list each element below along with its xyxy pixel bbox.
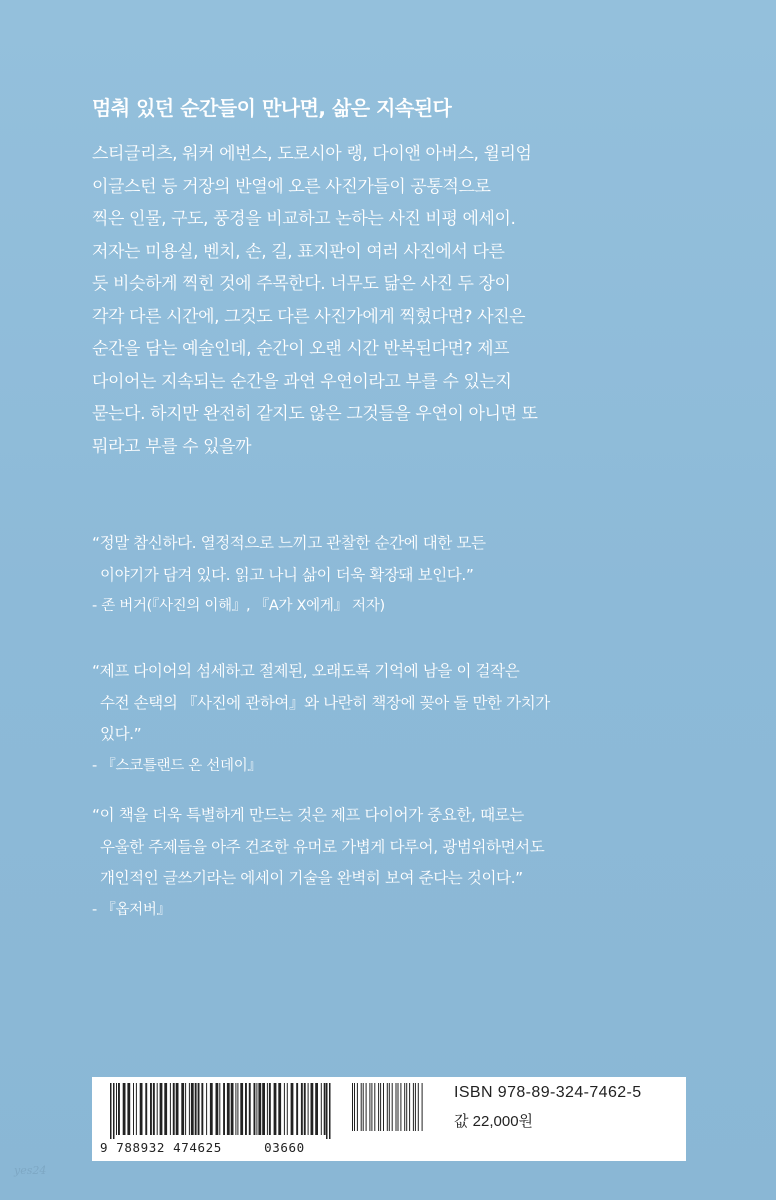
barcode-bar [291,1083,294,1135]
barcode-bar [387,1083,388,1131]
barcode-bar [160,1083,163,1135]
barcode-bar [357,1083,358,1131]
quote-source: - 존 버거(『사진의 이해』, 『A가 X에게』 저자) [92,598,385,614]
barcode-bar [371,1083,372,1131]
description-line: 뭐라고 부를 수 있을까 [92,436,252,457]
book-description [92,138,572,463]
barcode-digits-main: 9 788932 474625 [100,1140,222,1155]
barcode-bar [374,1083,375,1131]
barcode-bar [422,1083,423,1131]
review-quote-scotland-on-sunday [92,656,652,781]
isbn-number: ISBN 978-89-324-7462-5 [454,1084,642,1101]
barcode-bar [210,1083,213,1135]
barcode-bar [113,1083,115,1139]
description-line: 묻는다. 하지만 완전히 같지도 않은 그것들을 우연이 아니면 또 [92,404,538,424]
barcode-image [100,1083,428,1141]
barcode-bar [216,1083,219,1135]
barcode-bar [311,1083,314,1135]
description-line: 찍은 인물, 구도, 풍경을 비교하고 논하는 사진 비평 에세이. [92,209,516,229]
barcode-bar [315,1083,318,1135]
price: 값 22,000원 [454,1113,534,1130]
barcode-bar [304,1083,306,1135]
barcode-bar [413,1083,414,1131]
barcode-bar [191,1083,194,1135]
barcode-bar [235,1083,236,1135]
barcode-bar [354,1083,355,1131]
quote-line: “이 책을 더욱 특별하게 만드는 것은 제프 다이어가 중요한, 때로는 [92,806,524,824]
barcode-bar [269,1083,271,1135]
barcode-bar [254,1083,256,1135]
barcode-bar [258,1083,261,1135]
barcode-bar [240,1083,243,1135]
quote-line: 이야기가 담겨 있다. 읽고 나니 삶이 더욱 확장돼 보인다.” [100,565,474,584]
quote-line: “제프 다이어의 섬세하고 절제된, 오래도록 기억에 남을 이 걸작은 [92,662,520,680]
description-line: 스티글리츠, 워커 에번스, 도로시아 랭, 다이앤 아버스, 윌리엄 [92,144,532,164]
barcode-bar [380,1083,381,1131]
barcode-bar [170,1083,171,1135]
barcode-bar [406,1083,407,1131]
barcode-bar [415,1083,416,1131]
barcode-bar [181,1083,184,1135]
barcode-panel [92,1077,686,1161]
barcode-bar [127,1083,130,1135]
barcode-bar [321,1083,322,1135]
barcode-bar [363,1083,364,1131]
barcode-bar [326,1083,328,1139]
barcode-bar [133,1083,134,1135]
barcode-bar [223,1083,225,1135]
barcode-bar [378,1083,379,1131]
barcode-digits-addon: 03660 [264,1140,305,1155]
barcode-bar [245,1083,247,1135]
barcode-bar [189,1083,190,1135]
description-line: 저자는 미용실, 벤치, 손, 길, 표지판이 여러 사진에서 다른 [92,241,505,262]
quote-line: 있다.” [100,725,142,743]
barcode-bar [389,1083,390,1131]
barcode-bar [140,1083,143,1135]
barcode-bar [352,1083,353,1131]
barcode-bar [153,1083,155,1135]
barcode-bar [366,1083,367,1131]
barcode-bar [116,1083,117,1135]
barcode-bar [136,1083,137,1135]
barcode-bar [409,1083,410,1131]
barcode-bar [256,1083,257,1135]
barcode-bar [185,1083,186,1135]
barcode-bar [329,1083,331,1139]
barcode-bar [361,1083,362,1131]
barcode-bar [201,1083,203,1135]
barcode-bar [287,1083,288,1135]
barcode-bar [231,1083,234,1135]
barcode-bar [392,1083,393,1131]
barcode-bar [227,1083,230,1135]
barcode-bar [400,1083,401,1131]
barcode-bar [195,1083,197,1135]
barcode-bar [123,1083,126,1135]
barcode-bar [274,1083,277,1135]
barcode-bar [262,1083,265,1135]
barcode-bar [301,1083,303,1135]
headline: 멈춰 있던 순간들이 만나면, 삶은 지속된다 [92,96,452,120]
barcode-bar [145,1083,147,1135]
barcode-bar [418,1083,419,1131]
barcode-bar [110,1083,112,1139]
quote-line: 수전 손택의 『사진에 관하여』와 나란히 책장에 꽂아 둘 만한 가치가 [100,693,550,712]
barcode-bar [396,1083,397,1131]
barcode-bar [383,1083,384,1131]
barcode-bar [219,1083,220,1135]
barcode-digits [100,1140,440,1155]
barcode-bar [150,1083,152,1135]
barcode-bar [308,1083,309,1135]
description-line: 순간을 담는 예술인데, 순간이 오랜 시간 반복된다면? 제프 [92,339,510,359]
barcode-bar [267,1083,268,1135]
barcode-bar [369,1083,370,1131]
description-line: 다이어는 지속되는 순간을 과연 우연이라고 부를 수 있는지 [92,371,512,392]
review-quote-john-berger [92,528,652,621]
quote-source: - 『스코틀랜드 온 선데이』 [92,757,262,774]
description-line: 듯 비슷하게 찍힌 것에 주목한다. 너무도 닮은 사진 두 장이 [92,274,511,294]
barcode-bars [100,1083,428,1141]
quote-line: “정말 참신하다. 열정적으로 느끼고 관찰한 순간에 대한 모든 [92,534,486,552]
description-line: 각각 다른 시간에, 그것도 다른 사진가에게 찍혔다면? 사진은 [92,306,526,327]
quote-line: 우울한 주제들을 아주 건조한 유머로 가볍게 다루어, 광범위하면서도 [100,837,545,856]
barcode-bar [324,1083,326,1135]
barcode-bar [164,1083,167,1135]
barcode-bar [206,1083,207,1135]
barcode-bar [198,1083,200,1135]
barcode-bar [284,1083,285,1135]
quote-source: - 『옵저버』 [92,901,171,918]
quote-line: 개인적인 글쓰기라는 에세이 기술을 완벽히 보여 준다는 것이다.” [100,869,523,887]
barcode-bar [296,1083,298,1135]
barcode-bar [157,1083,158,1135]
barcode-bar [398,1083,399,1131]
barcode-bar [173,1083,175,1135]
barcode-bar [118,1083,120,1135]
barcode-bar [176,1083,179,1135]
review-quote-observer [92,800,652,925]
barcode-bar [237,1083,238,1135]
barcode-bar [278,1083,281,1135]
watermark-stamp: yes24 [14,1164,47,1177]
barcode-bar [249,1083,251,1135]
barcode-bar [404,1083,405,1131]
description-line: 이글스턴 등 거장의 반열에 오른 사진가들이 공통적으로 [92,176,491,197]
